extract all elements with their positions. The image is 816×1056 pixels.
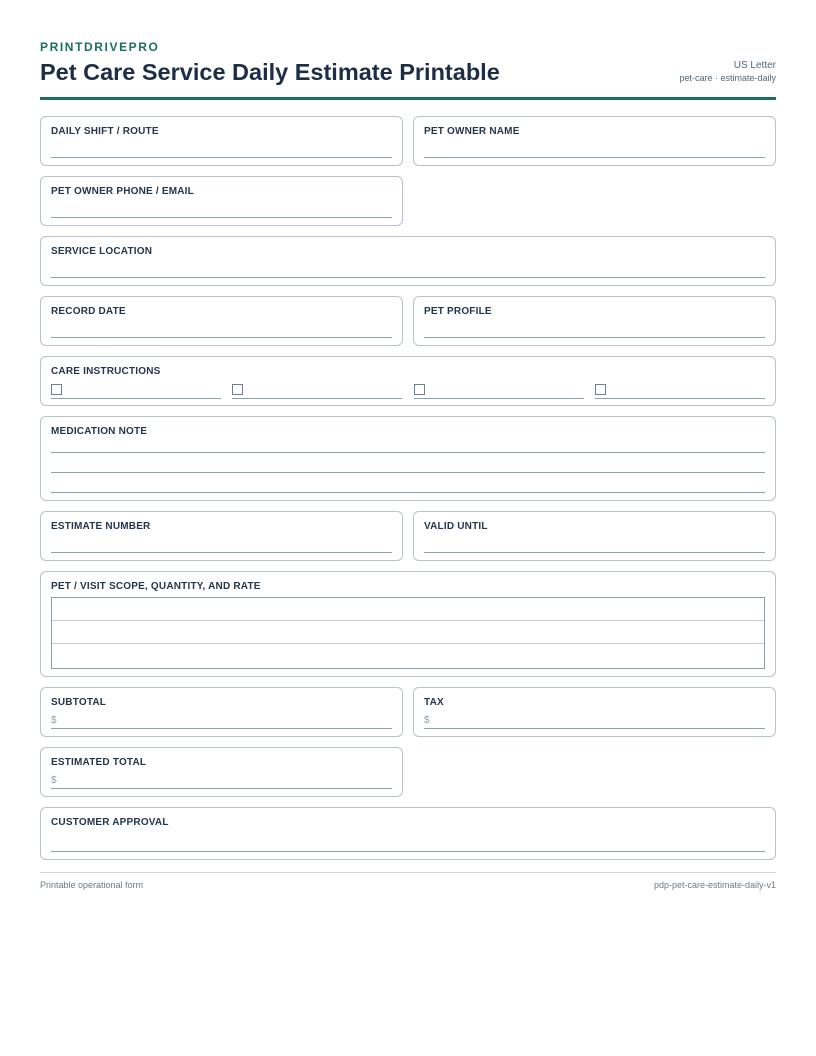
field-label: PET OWNER PHONE / EMAIL [51,186,194,197]
customer-approval-field[interactable] [40,807,776,860]
write-line[interactable] [424,728,765,729]
care-option-4[interactable] [595,382,765,399]
field-label: PET PROFILE [424,306,492,317]
table-row[interactable] [52,644,764,667]
currency-symbol: $ [424,715,430,726]
write-line[interactable] [424,337,765,338]
table-row[interactable] [52,598,764,621]
checkbox[interactable] [51,384,62,395]
field-label: SERVICE LOCATION [51,246,153,257]
checkbox[interactable] [595,384,606,395]
write-line[interactable] [51,492,765,493]
write-line[interactable] [51,472,765,473]
record-date-field[interactable] [40,296,403,346]
form-tags: pet-care · estimate-daily [679,73,776,83]
medication-note-field[interactable] [40,416,776,501]
write-line[interactable] [51,728,392,729]
estimated-total-field[interactable] [40,747,403,797]
field-label: PET OWNER NAME [424,126,520,137]
write-line[interactable] [51,337,392,338]
pet-owner-name-field[interactable] [413,116,776,166]
pet-profile-field[interactable] [413,296,776,346]
page-meta [679,59,776,85]
write-line[interactable] [51,157,392,158]
care-instructions-field [40,356,776,406]
scope-table [51,597,765,669]
write-line[interactable] [51,452,765,453]
valid-until-field[interactable] [413,511,776,561]
field-label: DAILY SHIFT / ROUTE [51,126,159,137]
currency-symbol: $ [51,715,57,726]
daily-shift-route-field[interactable] [40,116,403,166]
care-option-3[interactable] [414,382,584,399]
field-label: CUSTOMER APPROVAL [51,817,169,828]
signature-line[interactable] [51,851,765,852]
page-title: Pet Care Service Daily Estimate Printable [40,59,500,85]
write-line[interactable] [424,157,765,158]
field-label: RECORD DATE [51,306,126,317]
care-option-1[interactable] [51,382,221,399]
footer-form-id: pdp-pet-care-estimate-daily-v1 [653,880,776,890]
currency-symbol: $ [51,775,57,786]
field-label: MEDICATION NOTE [51,426,148,437]
field-label: ESTIMATE NUMBER [51,521,151,532]
scope-table-section [40,571,776,677]
care-option-2[interactable] [232,382,402,399]
pet-owner-contact-field[interactable] [40,176,403,226]
field-label: SUBTOTAL [51,697,107,708]
write-line[interactable] [51,217,392,218]
footer-rule [40,872,776,873]
header-rule [40,97,776,100]
write-line[interactable] [51,788,392,789]
write-line[interactable] [51,277,765,278]
write-line[interactable] [51,552,392,553]
table-row[interactable] [52,621,764,644]
field-label: TAX [424,697,444,708]
field-label: VALID UNTIL [424,521,488,532]
checkbox[interactable] [414,384,425,395]
field-label: ESTIMATED TOTAL [51,757,147,768]
field-label: PET / VISIT SCOPE, QUANTITY, AND RATE [51,581,261,592]
field-label: CARE INSTRUCTIONS [51,366,161,377]
subtotal-field[interactable] [40,687,403,737]
write-line[interactable] [424,552,765,553]
checkbox[interactable] [232,384,243,395]
tax-field[interactable] [413,687,776,737]
brand-name: PRINTDRIVEPRO [40,40,160,54]
paper-size: US Letter [733,60,776,71]
service-location-field[interactable] [40,236,776,286]
footer-left-text: Printable operational form [40,880,144,890]
estimate-number-field[interactable] [40,511,403,561]
